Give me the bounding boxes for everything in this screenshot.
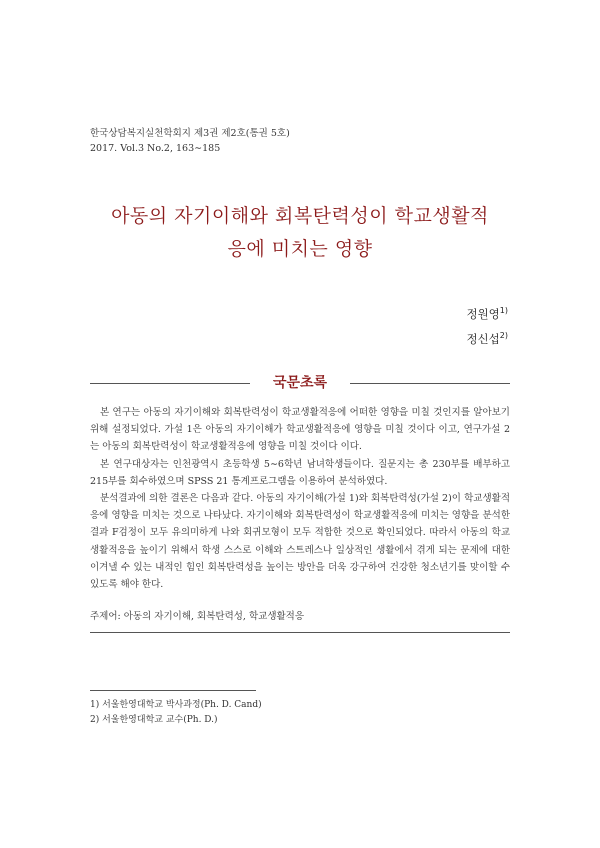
abstract-paragraph: 분석결과에 의한 결론은 다음과 같다. 아동의 자기이해(가설 1)와 회복탄력성(가설 2)이 학교생활적응에 영향을 미치는 것으로 나타났다. 자기이해와 회복탄력성이 학교생활적응에 미치는 영향을 분석한 결과 F검정이 모두 유의미하게 나와 회귀모형이 모두 적합한 것으로 확인되었다. 따라서 아동의 학교생활적응을 높이기 위해서 학생 스스로 이해와 스트레스나 일상적인 생활에서 겪게 되는 문제에 대한 이겨낼 수 있는 내적인 힘인 회복탄력성을 높이는 방안을 더욱 강구하여 건강한 청소년기를 맞이할 수 있도록 해야 한다. bbox=[90, 493, 510, 591]
author-name: 정원영 bbox=[466, 306, 500, 321]
abstract-body bbox=[90, 404, 510, 593]
author-list bbox=[466, 300, 508, 350]
title-line-1: 아동의 자기이해와 회복탄력성이 학교생활적 bbox=[111, 205, 489, 227]
footnotes bbox=[90, 698, 262, 728]
author-1 bbox=[466, 300, 508, 325]
paper-title bbox=[0, 200, 600, 266]
author-footnote-mark: 1) bbox=[499, 306, 508, 315]
keywords-divider bbox=[90, 632, 510, 633]
footnote-divider bbox=[90, 690, 256, 691]
title-line-2: 응에 미치는 영향 bbox=[227, 238, 373, 260]
abstract-heading-label: 국문초록 bbox=[272, 375, 328, 391]
journal-name: 한국상담복지실천학회지 제3권 제2호(통권 5호) bbox=[90, 128, 290, 139]
keywords: 주제어: 아동의 자기이해, 회복탄력성, 학교생활적응 bbox=[90, 611, 305, 622]
abstract-paragraph: 본 연구대상자는 인천광역시 초등학생 5∼6학년 남녀학생들이다. 질문지는 총 230부를 배부하고 215부를 회수하였으며 SPSS 21 통계프로그램을 이용하여 분석하였다. bbox=[90, 458, 510, 487]
heading-rule-right bbox=[350, 383, 510, 384]
journal-citation: 2017. Vol.3 No.2, 163∼185 bbox=[90, 143, 221, 154]
footnote-2: 2) 서울한영대학교 교수(Ph. D.) bbox=[90, 715, 218, 725]
author-footnote-mark: 2) bbox=[499, 330, 508, 340]
author-2 bbox=[466, 325, 508, 350]
author-name: 정신섭 bbox=[466, 331, 500, 346]
footnote-1: 1) 서울한영대학교 박사과정(Ph. D. Cand) bbox=[90, 700, 262, 710]
journal-info bbox=[90, 126, 290, 156]
abstract-heading bbox=[90, 372, 510, 392]
abstract-paragraph: 본 연구는 아동의 자기이해와 회복탄력성이 학교생활적응에 어떠한 영향을 미칠 것인지를 알아보기 위해 설정되었다. 가설 1은 아동의 자기이해가 학교생활적응에 영향을 미칠 것이다 이고, 연구가설 2는 아동의 회복탄력성이 학교생활적응에 영향을 미칠 것이다 이다. bbox=[90, 407, 510, 453]
